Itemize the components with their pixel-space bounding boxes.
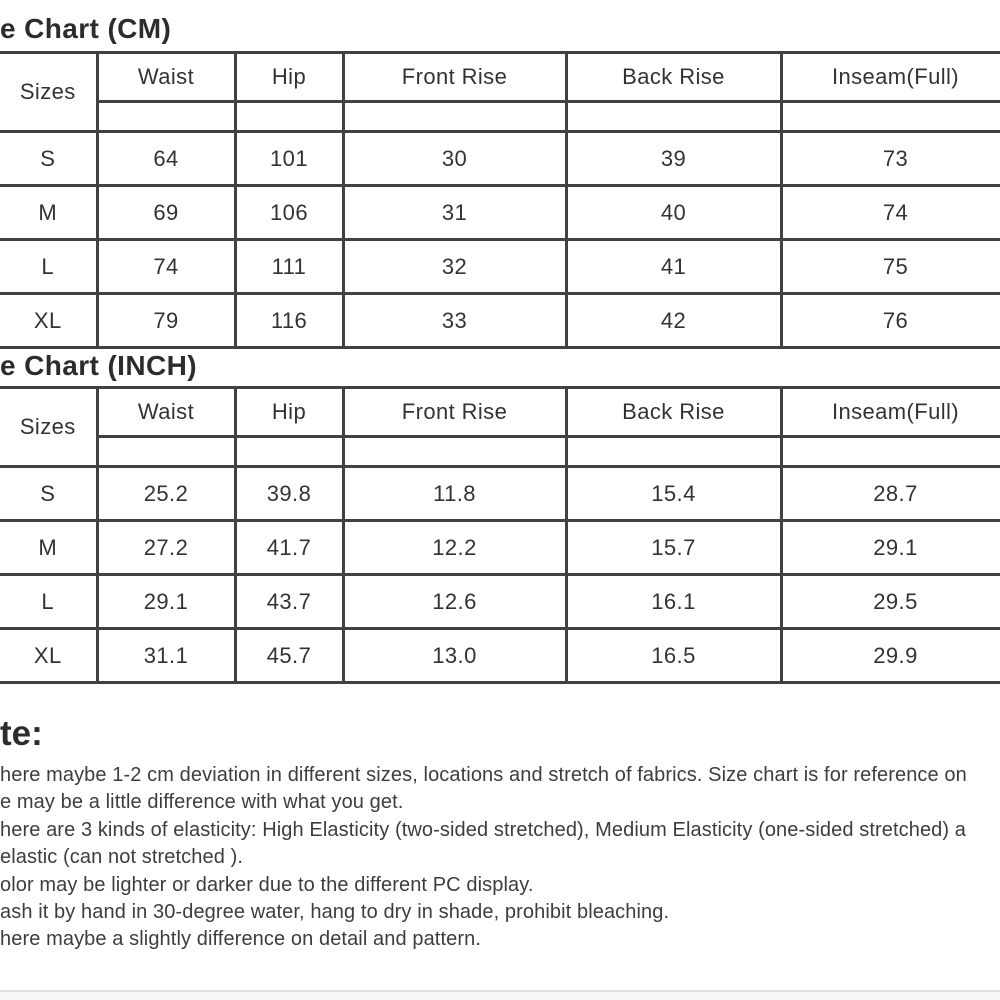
column-header: Back Rise [566, 388, 781, 437]
table-row [0, 521, 1000, 575]
table-row [0, 240, 1000, 294]
empty-subheader-cell [781, 102, 1000, 132]
note-heading: te: [0, 714, 43, 753]
measurement-cell: 15.4 [566, 467, 781, 521]
measurement-cell: 31 [343, 186, 566, 240]
measurement-cell: 12.2 [343, 521, 566, 575]
size-label-cell: L [0, 575, 97, 629]
measurement-cell: 101 [235, 132, 343, 186]
measurement-cell: 11.8 [343, 467, 566, 521]
inch-size-table [0, 386, 1000, 684]
measurement-cell: 76 [781, 294, 1000, 348]
measurement-cell: 43.7 [235, 575, 343, 629]
note-line: here maybe 1-2 cm deviation in different sizes, locations and stretch of fabrics. Size chart is for reference on [0, 764, 967, 786]
column-header: Hip [235, 53, 343, 102]
measurement-cell: 69 [97, 186, 235, 240]
column-header: Waist [97, 53, 235, 102]
measurement-cell: 16.5 [566, 629, 781, 683]
size-label-cell: M [0, 186, 97, 240]
column-header: Inseam(Full) [781, 53, 1000, 102]
size-label-cell: M [0, 521, 97, 575]
empty-subheader-cell [343, 437, 566, 467]
note-line: olor may be lighter or darker due to the different PC display. [0, 873, 534, 896]
measurement-cell: 74 [781, 186, 1000, 240]
column-header: Front Rise [343, 53, 566, 102]
empty-subheader-cell [566, 102, 781, 132]
measurement-cell: 31.1 [97, 629, 235, 683]
inch-table-title: e Chart (INCH) [0, 350, 197, 381]
cm-table-title: e Chart (CM) [0, 13, 172, 44]
measurement-cell: 12.6 [343, 575, 566, 629]
measurement-cell: 39.8 [235, 467, 343, 521]
measurement-cell: 41.7 [235, 521, 343, 575]
size-label-cell: XL [0, 629, 97, 683]
measurement-cell: 106 [235, 186, 343, 240]
measurement-cell: 29.5 [781, 575, 1000, 629]
measurement-cell: 73 [781, 132, 1000, 186]
bottom-divider [0, 990, 1000, 1000]
column-header: Back Rise [566, 53, 781, 102]
table-row [0, 294, 1000, 348]
measurement-cell: 30 [343, 132, 566, 186]
column-header: Hip [235, 388, 343, 437]
empty-subheader-cell [235, 102, 343, 132]
measurement-cell: 74 [97, 240, 235, 294]
measurement-cell: 29.1 [781, 521, 1000, 575]
empty-subheader-cell [97, 102, 235, 132]
table-row [0, 575, 1000, 629]
measurement-cell: 29.1 [97, 575, 235, 629]
table-row [0, 629, 1000, 683]
measurement-cell: 29.9 [781, 629, 1000, 683]
table-row [0, 467, 1000, 521]
cm-size-table [0, 51, 1000, 349]
measurement-cell: 32 [343, 240, 566, 294]
measurement-cell: 40 [566, 186, 781, 240]
sizes-column-header: Sizes [0, 53, 97, 132]
measurement-cell: 27.2 [97, 521, 235, 575]
size-label-cell: L [0, 240, 97, 294]
measurement-cell: 111 [235, 240, 343, 294]
size-label-cell: S [0, 467, 97, 521]
empty-subheader-cell [781, 437, 1000, 467]
measurement-cell: 15.7 [566, 521, 781, 575]
empty-subheader-cell [97, 437, 235, 467]
note-line: ash it by hand in 30-degree water, hang to dry in shade, prohibit bleaching. [0, 901, 670, 924]
column-header: Inseam(Full) [781, 388, 1000, 437]
table-row [0, 132, 1000, 186]
note-line: here are 3 kinds of elasticity: High Elasticity (two-sided stretched), Medium Elasticity (one-sided stretched) a [0, 818, 967, 841]
measurement-cell: 75 [781, 240, 1000, 294]
measurement-cell: 33 [343, 294, 566, 348]
measurement-cell: 28.7 [781, 467, 1000, 521]
measurement-cell: 39 [566, 132, 781, 186]
measurement-cell: 41 [566, 240, 781, 294]
empty-subheader-cell [343, 102, 566, 132]
note-section [0, 714, 1000, 954]
column-header: Front Rise [343, 388, 566, 437]
empty-subheader-cell [566, 437, 781, 467]
measurement-cell: 79 [97, 294, 235, 348]
measurement-cell: 42 [566, 294, 781, 348]
measurement-cell: 16.1 [566, 575, 781, 629]
sizes-column-header: Sizes [0, 388, 97, 467]
note-line: elastic (can not stretched ). [0, 846, 244, 869]
column-header: Waist [97, 388, 235, 437]
note-line: here maybe a slightly difference on detail and pattern. [0, 928, 481, 951]
table-row [0, 186, 1000, 240]
size-label-cell: S [0, 132, 97, 186]
measurement-cell: 116 [235, 294, 343, 348]
size-label-cell: XL [0, 294, 97, 348]
measurement-cell: 25.2 [97, 467, 235, 521]
measurement-cell: 64 [97, 132, 235, 186]
measurement-cell: 45.7 [235, 629, 343, 683]
empty-subheader-cell [235, 437, 343, 467]
measurement-cell: 13.0 [343, 629, 566, 683]
note-line: e may be a little difference with what you get. [0, 791, 404, 814]
